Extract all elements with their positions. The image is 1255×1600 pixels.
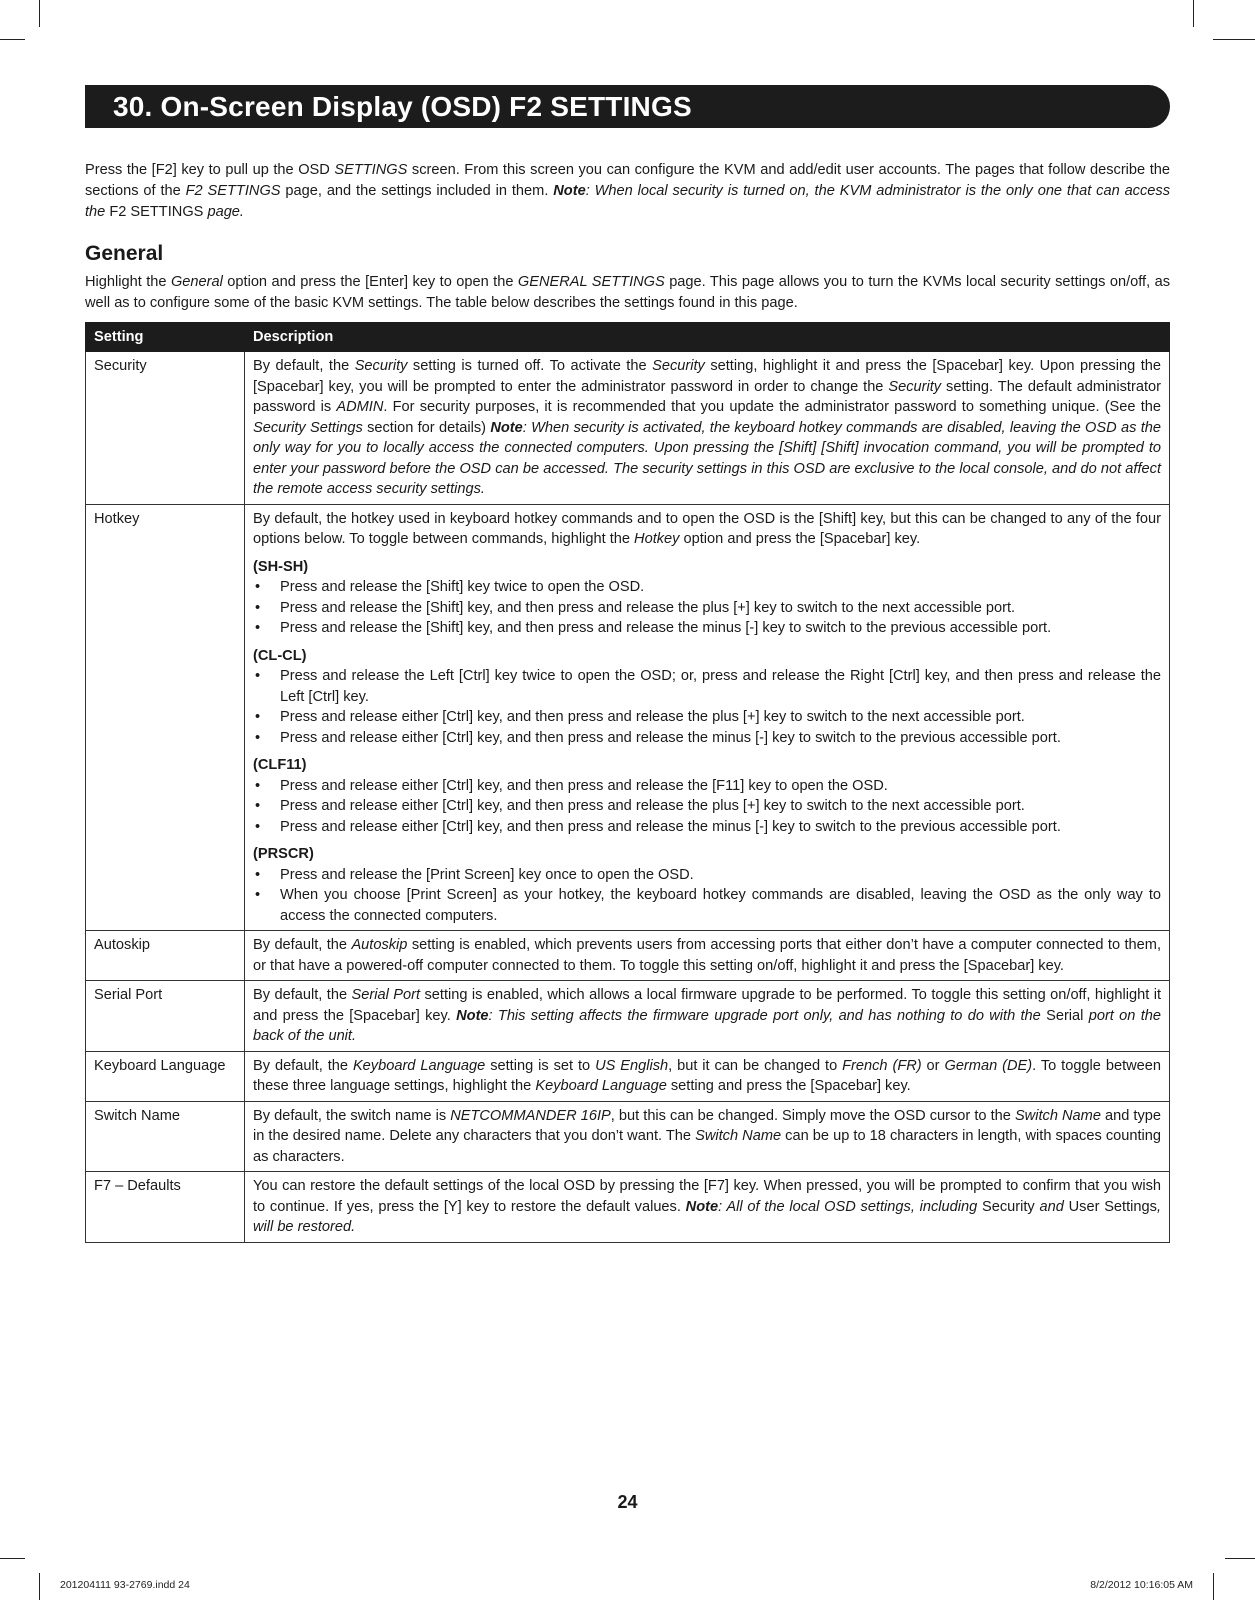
hotkey-option-list (253, 776, 1161, 838)
hotkey-option-label: (CLF11) (253, 757, 307, 773)
list-item: • Press and release the [Shift] key, and then press and release the plus [+] key to switch to the next accessible port. (280, 598, 1161, 619)
desc-text: , but it can be changed to (668, 1057, 843, 1074)
intro-paragraph (85, 160, 1170, 223)
slug-right: 8/2/2012 10:16:05 AM (1090, 1579, 1193, 1591)
general-heading: General (85, 242, 164, 265)
table-header-row (86, 323, 1170, 352)
desc-text: setting is enabled, which allows a local firmware upgrade to be performed. To toggle this setting on/off, highlight it and press the [Spacebar] key. (253, 987, 1161, 1024)
setting-name: Hotkey (86, 504, 245, 931)
note-label: Note (456, 1007, 489, 1024)
desc-text: setting is enabled, which prevents users from accessing ports that either don’t have a computer connected to them, or that have a powered-off computer connected to them. To toggle this setting on/off, highlight it and press the [Spacebar] key. (253, 937, 1161, 974)
setting-description (245, 352, 1170, 505)
hotkey-option-list (253, 865, 1161, 927)
desc-text: setting. The default administrator password is (253, 378, 1161, 415)
setting-description (245, 504, 1170, 931)
note-text: Security (982, 1198, 1035, 1215)
table-row (86, 1101, 1170, 1172)
setting-name: Security (86, 352, 245, 505)
desc-emphasis: Keyboard Language (352, 1057, 486, 1074)
general-paragraph (85, 272, 1170, 314)
table-row (86, 981, 1170, 1052)
hotkey-option-list (253, 577, 1161, 639)
page-number: 24 (617, 1492, 638, 1512)
list-item: • Press and release the [Shift] key twice to open the OSD. (280, 577, 1161, 598)
hotkey-intro (253, 509, 1161, 550)
list-item: • Press and release the [Shift] key, and then press and release the minus [-] key to switch to the previous accessible port. (280, 618, 1161, 639)
desc-emphasis: Switch Name (695, 1128, 782, 1144)
hotkey-option-label: (SH-SH) (253, 558, 309, 575)
list-item: • When you choose [Print Screen] as your hotkey, the keyboard hotkey commands are disabled, leaving the OSD as the only way to access the connected computers. (280, 885, 1161, 926)
desc-text: By default, the (253, 358, 355, 374)
desc-text: option and press the [Spacebar] key. (679, 531, 921, 547)
intro-emphasis: SETTINGS (334, 162, 408, 178)
list-item: • Press and release the [Print Screen] key once to open the OSD. (280, 865, 1161, 886)
table-row (86, 352, 1170, 505)
setting-description (245, 1051, 1170, 1101)
intro-emphasis: F2 SETTINGS (185, 183, 281, 199)
setting-name: F7 – Defaults (86, 1172, 245, 1243)
list-item: • Press and release either [Ctrl] key, and then press and release the minus [-] key to switch to the previous accessible port. (280, 728, 1161, 749)
desc-text: , but this can be changed. Simply move the OSD cursor to the (610, 1107, 1015, 1124)
setting-name: Serial Port (86, 981, 245, 1052)
note-text: Serial (1046, 1007, 1084, 1024)
note-text: User Settings (1068, 1198, 1157, 1215)
note-text: : When security is activated, the keyboard hotkey commands are disabled, leaving the OSD as the only way for you to locally access the connected computers. Upon pressing the [Shift] [Shift] invocation command, you will be prompted to enter your password before the OSD can be accessed. The security settings in this OSD are exclusive to the local console, and do not affect the remote access security settings. (253, 419, 1161, 497)
list-item: • Press and release either [Ctrl] key, and then press and release the plus [+] key to switch to the next accessible port. (280, 796, 1161, 817)
desc-text: . For security purposes, it is recommended that you update the administrator password to something unique. (See the (383, 399, 1161, 415)
general-text: page. This page allows you to turn the KVMs local security settings on/off, as well as to configure some of the basic KVM settings. The table below describes the settings found in this page. (85, 274, 1170, 311)
desc-emphasis: Security (354, 358, 408, 374)
intro-text: screen. From this screen you can configure the KVM and add/edit user accounts. The pages that follow describe the sections of the (85, 162, 1170, 199)
settings-table (85, 322, 1170, 1243)
desc-text: By default, the switch name is (253, 1107, 451, 1124)
desc-text: can be up to 18 characters in length, with spaces counting as characters. (253, 1128, 1162, 1165)
note-text: F2 SETTINGS (109, 204, 204, 220)
general-text: option and press the [Enter] key to open the (222, 274, 518, 290)
general-text: Highlight the (85, 274, 171, 290)
note-label: Note (685, 1198, 719, 1215)
crop-mark (1193, 0, 1194, 27)
desc-text: and type in the desired name. Delete any characters that you don’t want. The (253, 1107, 1162, 1144)
desc-text: By default, the (253, 937, 352, 953)
table-row (86, 1051, 1170, 1101)
slug-left: 201204111 93-2769.indd 24 (60, 1579, 190, 1591)
setting-description (245, 931, 1170, 981)
desc-emphasis: Security (652, 358, 705, 374)
desc-emphasis: Security Settings (253, 419, 363, 436)
desc-emphasis: Security (888, 378, 942, 395)
header-setting: Setting (86, 323, 245, 352)
desc-emphasis: US English (595, 1057, 669, 1074)
crop-mark (0, 1558, 25, 1559)
setting-description (245, 1172, 1170, 1243)
desc-emphasis: Switch Name (1014, 1107, 1101, 1124)
list-item: • Press and release either [Ctrl] key, and then press and release the plus [+] key to switch to the next accessible port. (280, 707, 1161, 728)
crop-mark (1213, 39, 1255, 40)
setting-name: Autoskip (86, 931, 245, 981)
desc-emphasis: French (FR) (842, 1057, 922, 1074)
note-text: : This setting affects the firmware upgrade port only, and has nothing to do with the (488, 1007, 1047, 1024)
desc-text: setting and press the [Spacebar] key. (666, 1078, 911, 1094)
section-title-bar (85, 85, 1170, 128)
desc-emphasis: ADMIN (336, 399, 384, 415)
header-description: Description (245, 323, 1170, 352)
setting-name: Switch Name (86, 1101, 245, 1172)
desc-text: By default, the hotkey used in keyboard hotkey commands and to open the OSD is the [Shift] key, but this can be changed to any of the four options below. To toggle between commands, highlight the (253, 510, 1161, 547)
note-label: Note (490, 419, 523, 436)
section-title: 30. On-Screen Display (OSD) F2 SETTINGS (113, 91, 692, 122)
desc-text: setting is set to (485, 1057, 596, 1074)
intro-text: Press the [F2] key to pull up the OSD (85, 162, 335, 178)
general-emphasis: General (170, 274, 223, 290)
list-item: • Press and release either [Ctrl] key, and then press and release the [F11] key to open the OSD. (280, 776, 1161, 797)
crop-mark (39, 0, 40, 27)
note-text: and (1034, 1198, 1069, 1215)
desc-text: section for details) (362, 419, 491, 436)
desc-emphasis: Autoskip (351, 937, 408, 953)
setting-name: Keyboard Language (86, 1051, 245, 1101)
crop-mark (1213, 1573, 1214, 1600)
table-row (86, 1172, 1170, 1243)
table-row (86, 931, 1170, 981)
note-text: : All of the local OSD settings, including (718, 1198, 983, 1215)
note-text: , will be restored. (253, 1198, 1161, 1235)
crop-mark (0, 39, 25, 40)
setting-description (245, 981, 1170, 1052)
desc-text: or (921, 1057, 945, 1074)
general-emphasis: GENERAL SETTINGS (517, 274, 665, 290)
note-text: page. (203, 204, 244, 220)
desc-emphasis: Serial Port (351, 987, 421, 1003)
note-text: : When local security is turned on, the KVM administrator is the only one that can access the (85, 183, 1170, 220)
desc-emphasis: NETCOMMANDER 16IP (450, 1107, 611, 1124)
list-item: • Press and release the Left [Ctrl] key twice to open the OSD; or, press and release the Right [Ctrl] key, and then press and release the Left [Ctrl] key. (280, 666, 1161, 707)
desc-text: setting, highlight it and press the [Spacebar] key. Upon pressing the [Spacebar] key, you will be prompted to enter the administrator password in order to change the (253, 358, 1161, 395)
hotkey-option-label: (CL-CL) (253, 647, 307, 664)
crop-mark (1225, 1558, 1255, 1559)
desc-emphasis: German (DE) (944, 1057, 1033, 1074)
note-label: Note (553, 183, 586, 199)
desc-text: By default, the (253, 1057, 353, 1074)
crop-mark (39, 1573, 40, 1600)
desc-text: You can restore the default settings of the local OSD by pressing the [F7] key. When pressed, you will be prompted to confirm that you wish to continue. If yes, press the [Y] key to restore the default values. (253, 1178, 1161, 1215)
table-row (86, 504, 1170, 931)
setting-description (245, 1101, 1170, 1172)
desc-text: . To toggle between these three language settings, highlight the (253, 1057, 1162, 1094)
note-text: port on the back of the unit. (253, 1007, 1161, 1044)
hotkey-option-label: (PRSCR) (253, 846, 314, 862)
hotkey-option-list (253, 666, 1161, 748)
desc-text: setting is turned off. To activate the (407, 358, 653, 374)
intro-text: page, and the settings included in them. (280, 183, 554, 199)
desc-emphasis: Keyboard Language (535, 1078, 667, 1094)
desc-emphasis: Hotkey (634, 531, 680, 547)
desc-text: By default, the (253, 987, 352, 1003)
list-item: • Press and release either [Ctrl] key, and then press and release the minus [-] key to switch to the previous accessible port. (280, 817, 1161, 838)
